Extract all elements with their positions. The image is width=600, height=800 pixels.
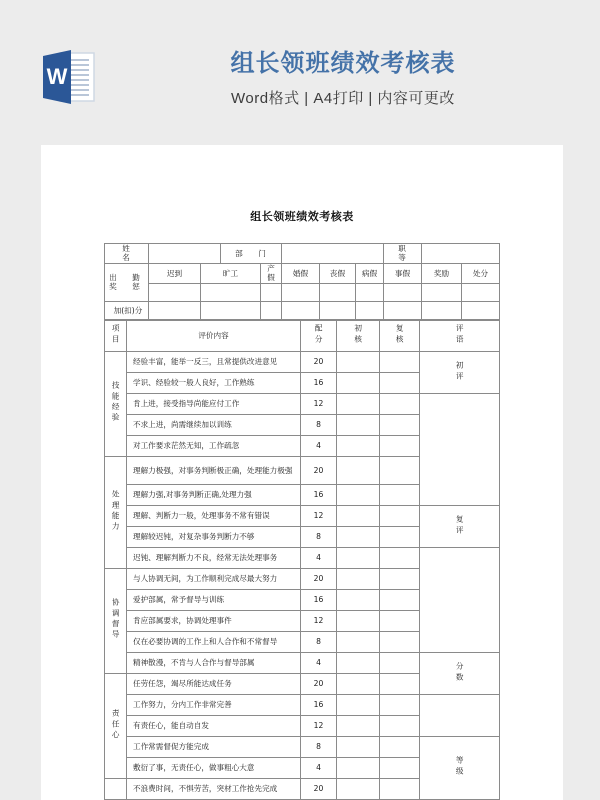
first-review-input[interactable] — [337, 484, 380, 505]
criterion-score: 4 — [301, 547, 337, 568]
first-review-input[interactable] — [337, 435, 380, 456]
attendance-value-sick[interactable] — [356, 283, 384, 301]
name-label: 姓 名 — [104, 244, 148, 264]
attendance-value-maternity[interactable] — [261, 283, 282, 301]
section-label-partial — [105, 778, 127, 799]
adjust-value-9[interactable] — [462, 301, 500, 319]
table-row — [105, 505, 500, 526]
page-title: 组长领班绩效考核表 — [230, 50, 456, 77]
evaluation-table — [104, 320, 500, 800]
section-label-handling: 处理能力 — [105, 456, 127, 568]
remark-score: 分数 — [420, 652, 500, 694]
adjust-value-7[interactable] — [384, 301, 422, 319]
info-row-name — [104, 244, 499, 264]
attendance-col-reward: 奖励 — [422, 263, 462, 283]
attendance-col-late: 迟到 — [148, 263, 200, 283]
second-review-input[interactable] — [380, 435, 420, 456]
remark-second-evaluation: 复评 — [420, 505, 500, 547]
criterion-score: 20 — [301, 673, 337, 694]
section-label-skill: 技能经验 — [105, 351, 127, 456]
second-review-input[interactable] — [380, 351, 420, 372]
criterion-score: 16 — [301, 694, 337, 715]
dept-label: 部 门 — [221, 244, 282, 264]
attendance-value-absent[interactable] — [200, 283, 260, 301]
adjust-value-8[interactable] — [422, 301, 462, 319]
first-review-input[interactable] — [337, 372, 380, 393]
adjust-value-3[interactable] — [261, 301, 282, 319]
attendance-col-absent: 旷工 — [200, 263, 260, 283]
table-row — [105, 351, 500, 372]
criterion-score: 8 — [301, 631, 337, 652]
criterion-score: 20 — [301, 568, 337, 589]
first-review-input[interactable] — [337, 547, 380, 568]
col-header-item: 项目 — [105, 320, 127, 351]
criterion-text: 理解、判断力一般，处理事务不常有错误 — [127, 505, 301, 526]
criterion-text: 肯应部属要求，协调处理事件 — [127, 610, 301, 631]
table-row — [105, 393, 500, 414]
attendance-value-bereavement[interactable] — [320, 283, 356, 301]
table-row — [105, 547, 500, 568]
criterion-text: 敷衍了事，无责任心，做事粗心大意 — [127, 757, 301, 778]
section-label-responsibility: 责任心 — [105, 673, 127, 778]
criterion-score: 4 — [301, 435, 337, 456]
second-review-input[interactable] — [380, 547, 420, 568]
attendance-col-marriage: 婚假 — [282, 263, 320, 283]
attendance-col-bereavement: 丧假 — [320, 263, 356, 283]
criterion-score: 20 — [301, 351, 337, 372]
first-review-input[interactable] — [337, 456, 380, 484]
document-page[interactable] — [41, 145, 563, 800]
second-review-input[interactable] — [380, 526, 420, 547]
adjust-value-6[interactable] — [356, 301, 384, 319]
criterion-text: 工作常需督促方能完成 — [127, 736, 301, 757]
second-review-input[interactable] — [380, 715, 420, 736]
remark-first-evaluation: 初评 — [420, 351, 500, 393]
criterion-text: 肯上进，接受指导尚能应付工作 — [127, 393, 301, 414]
criterion-text: 仅在必要协调的工作上和人合作和不常督导 — [127, 631, 301, 652]
first-review-input[interactable] — [337, 631, 380, 652]
first-review-input[interactable] — [337, 715, 380, 736]
attendance-value-marriage[interactable] — [282, 283, 320, 301]
criterion-text: 不求上进，尚需继续加以训练 — [127, 414, 301, 435]
criterion-text: 学识、经验较一般人良好，工作熟练 — [127, 372, 301, 393]
second-review-input[interactable] — [380, 568, 420, 589]
criterion-text: 理解力强,对事务判断正确,处理力强 — [127, 484, 301, 505]
attendance-value-row — [104, 283, 499, 301]
criterion-text: 有责任心，能自动自发 — [127, 715, 301, 736]
criterion-text: 不浪费时间，不惧劳苦，突材工作抢先完成 — [127, 778, 301, 799]
word-document-icon — [41, 48, 96, 106]
adjust-value-4[interactable] — [282, 301, 320, 319]
first-review-input[interactable] — [337, 757, 380, 778]
table-row — [105, 652, 500, 673]
first-review-input[interactable] — [337, 526, 380, 547]
preview-header — [0, 0, 600, 145]
info-table — [104, 243, 500, 320]
criterion-text: 理解较迟钝，对复杂事务判断力不够 — [127, 526, 301, 547]
second-review-input[interactable] — [380, 456, 420, 484]
remark-blank-middle[interactable] — [420, 547, 500, 652]
criterion-score: 20 — [301, 456, 337, 484]
first-review-input[interactable] — [337, 414, 380, 435]
first-review-input[interactable] — [337, 568, 380, 589]
remark-blank-lower[interactable] — [420, 694, 500, 736]
evaluation-header-row — [105, 320, 500, 351]
name-value[interactable] — [148, 244, 220, 264]
attendance-header-row — [104, 263, 499, 283]
header-text-block — [123, 50, 563, 108]
criterion-text: 迟钝、理解判断力不良，经常无法处理事务 — [127, 547, 301, 568]
criterion-text: 工作努力，分内工作非常完善 — [127, 694, 301, 715]
col-header-remark: 评语 — [420, 320, 500, 351]
adjust-value-2[interactable] — [200, 301, 260, 319]
criterion-score: 8 — [301, 414, 337, 435]
adjust-label: 加(扣)分 — [104, 301, 148, 319]
attendance-value-penalty[interactable] — [462, 283, 500, 301]
second-review-input[interactable] — [380, 652, 420, 673]
attendance-label-line1: 出 勤 — [109, 272, 144, 282]
remark-blank-upper[interactable] — [420, 393, 500, 505]
first-review-input[interactable] — [337, 610, 380, 631]
second-review-input[interactable] — [380, 414, 420, 435]
criterion-text: 与人协调无间，为工作顺利完成尽最大努力 — [127, 568, 301, 589]
dept-value[interactable] — [282, 244, 384, 264]
attendance-value-late[interactable] — [148, 283, 200, 301]
criterion-score: 16 — [301, 372, 337, 393]
attendance-label-line2: 奖 惩 — [109, 282, 144, 292]
col-header-content: 评价内容 — [127, 320, 301, 351]
rank-label: 职 等 — [384, 244, 422, 264]
adjust-value-1[interactable] — [148, 301, 200, 319]
table-row — [105, 736, 500, 757]
first-review-input[interactable] — [337, 652, 380, 673]
first-review-input[interactable] — [337, 351, 380, 372]
section-label-coordination: 协调督导 — [105, 568, 127, 673]
first-review-input[interactable] — [337, 736, 380, 757]
col-header-score: 配分 — [301, 320, 337, 351]
second-review-input[interactable] — [380, 736, 420, 757]
criterion-text: 理解力极强，对事务判断极正确，处理能力极强 — [127, 456, 301, 484]
second-review-input[interactable] — [380, 484, 420, 505]
first-review-input[interactable] — [337, 393, 380, 414]
criterion-score: 8 — [301, 736, 337, 757]
col-header-first-review: 初核 — [337, 320, 380, 351]
first-review-input[interactable] — [337, 505, 380, 526]
second-review-input[interactable] — [380, 393, 420, 414]
first-review-input[interactable] — [337, 778, 380, 799]
sheet-heading: 组长领班绩效考核表 — [250, 210, 354, 223]
criterion-score: 16 — [301, 484, 337, 505]
attendance-value-reward[interactable] — [422, 283, 462, 301]
criterion-text: 对工作要求茫然无知，工作疏忽 — [127, 435, 301, 456]
second-review-input[interactable] — [380, 505, 420, 526]
criterion-text: 爱护部属，常予督导与训练 — [127, 589, 301, 610]
criterion-score: 12 — [301, 715, 337, 736]
criterion-score: 20 — [301, 778, 337, 799]
rank-value[interactable] — [422, 244, 500, 264]
table-row — [105, 694, 500, 715]
attendance-value-personal[interactable] — [384, 283, 422, 301]
adjust-value-5[interactable] — [320, 301, 356, 319]
svg-text:W: W — [46, 64, 68, 89]
criterion-text: 任劳任怨，竭尽所能达成任务 — [127, 673, 301, 694]
page-subtitle: Word格式 | A4打印 | 内容可更改 — [231, 89, 455, 107]
first-review-input[interactable] — [337, 589, 380, 610]
second-review-input[interactable] — [380, 589, 420, 610]
criterion-score: 12 — [301, 505, 337, 526]
col-header-second-review: 复核 — [380, 320, 420, 351]
criterion-score: 16 — [301, 589, 337, 610]
attendance-col-personal: 事假 — [384, 263, 422, 283]
criterion-text: 精神散漫，不肯与人合作与督导部属 — [127, 652, 301, 673]
second-review-input[interactable] — [380, 694, 420, 715]
criterion-score: 8 — [301, 526, 337, 547]
first-review-input[interactable] — [337, 673, 380, 694]
second-review-input[interactable] — [380, 631, 420, 652]
attendance-col-maternity: 产假 — [261, 263, 282, 283]
criterion-score: 12 — [301, 610, 337, 631]
criterion-score: 12 — [301, 393, 337, 414]
attendance-label — [104, 263, 148, 301]
second-review-input[interactable] — [380, 673, 420, 694]
attendance-col-sick: 病假 — [356, 263, 384, 283]
adjust-row — [104, 301, 499, 319]
second-review-input[interactable] — [380, 778, 420, 799]
remark-grade: 等级 — [420, 736, 500, 799]
criterion-text: 经验丰富，能举一反三，且常提供改进意见 — [127, 351, 301, 372]
criterion-score: 4 — [301, 757, 337, 778]
second-review-input[interactable] — [380, 610, 420, 631]
first-review-input[interactable] — [337, 694, 380, 715]
criterion-score: 4 — [301, 652, 337, 673]
attendance-col-penalty: 处分 — [462, 263, 500, 283]
second-review-input[interactable] — [380, 757, 420, 778]
second-review-input[interactable] — [380, 372, 420, 393]
